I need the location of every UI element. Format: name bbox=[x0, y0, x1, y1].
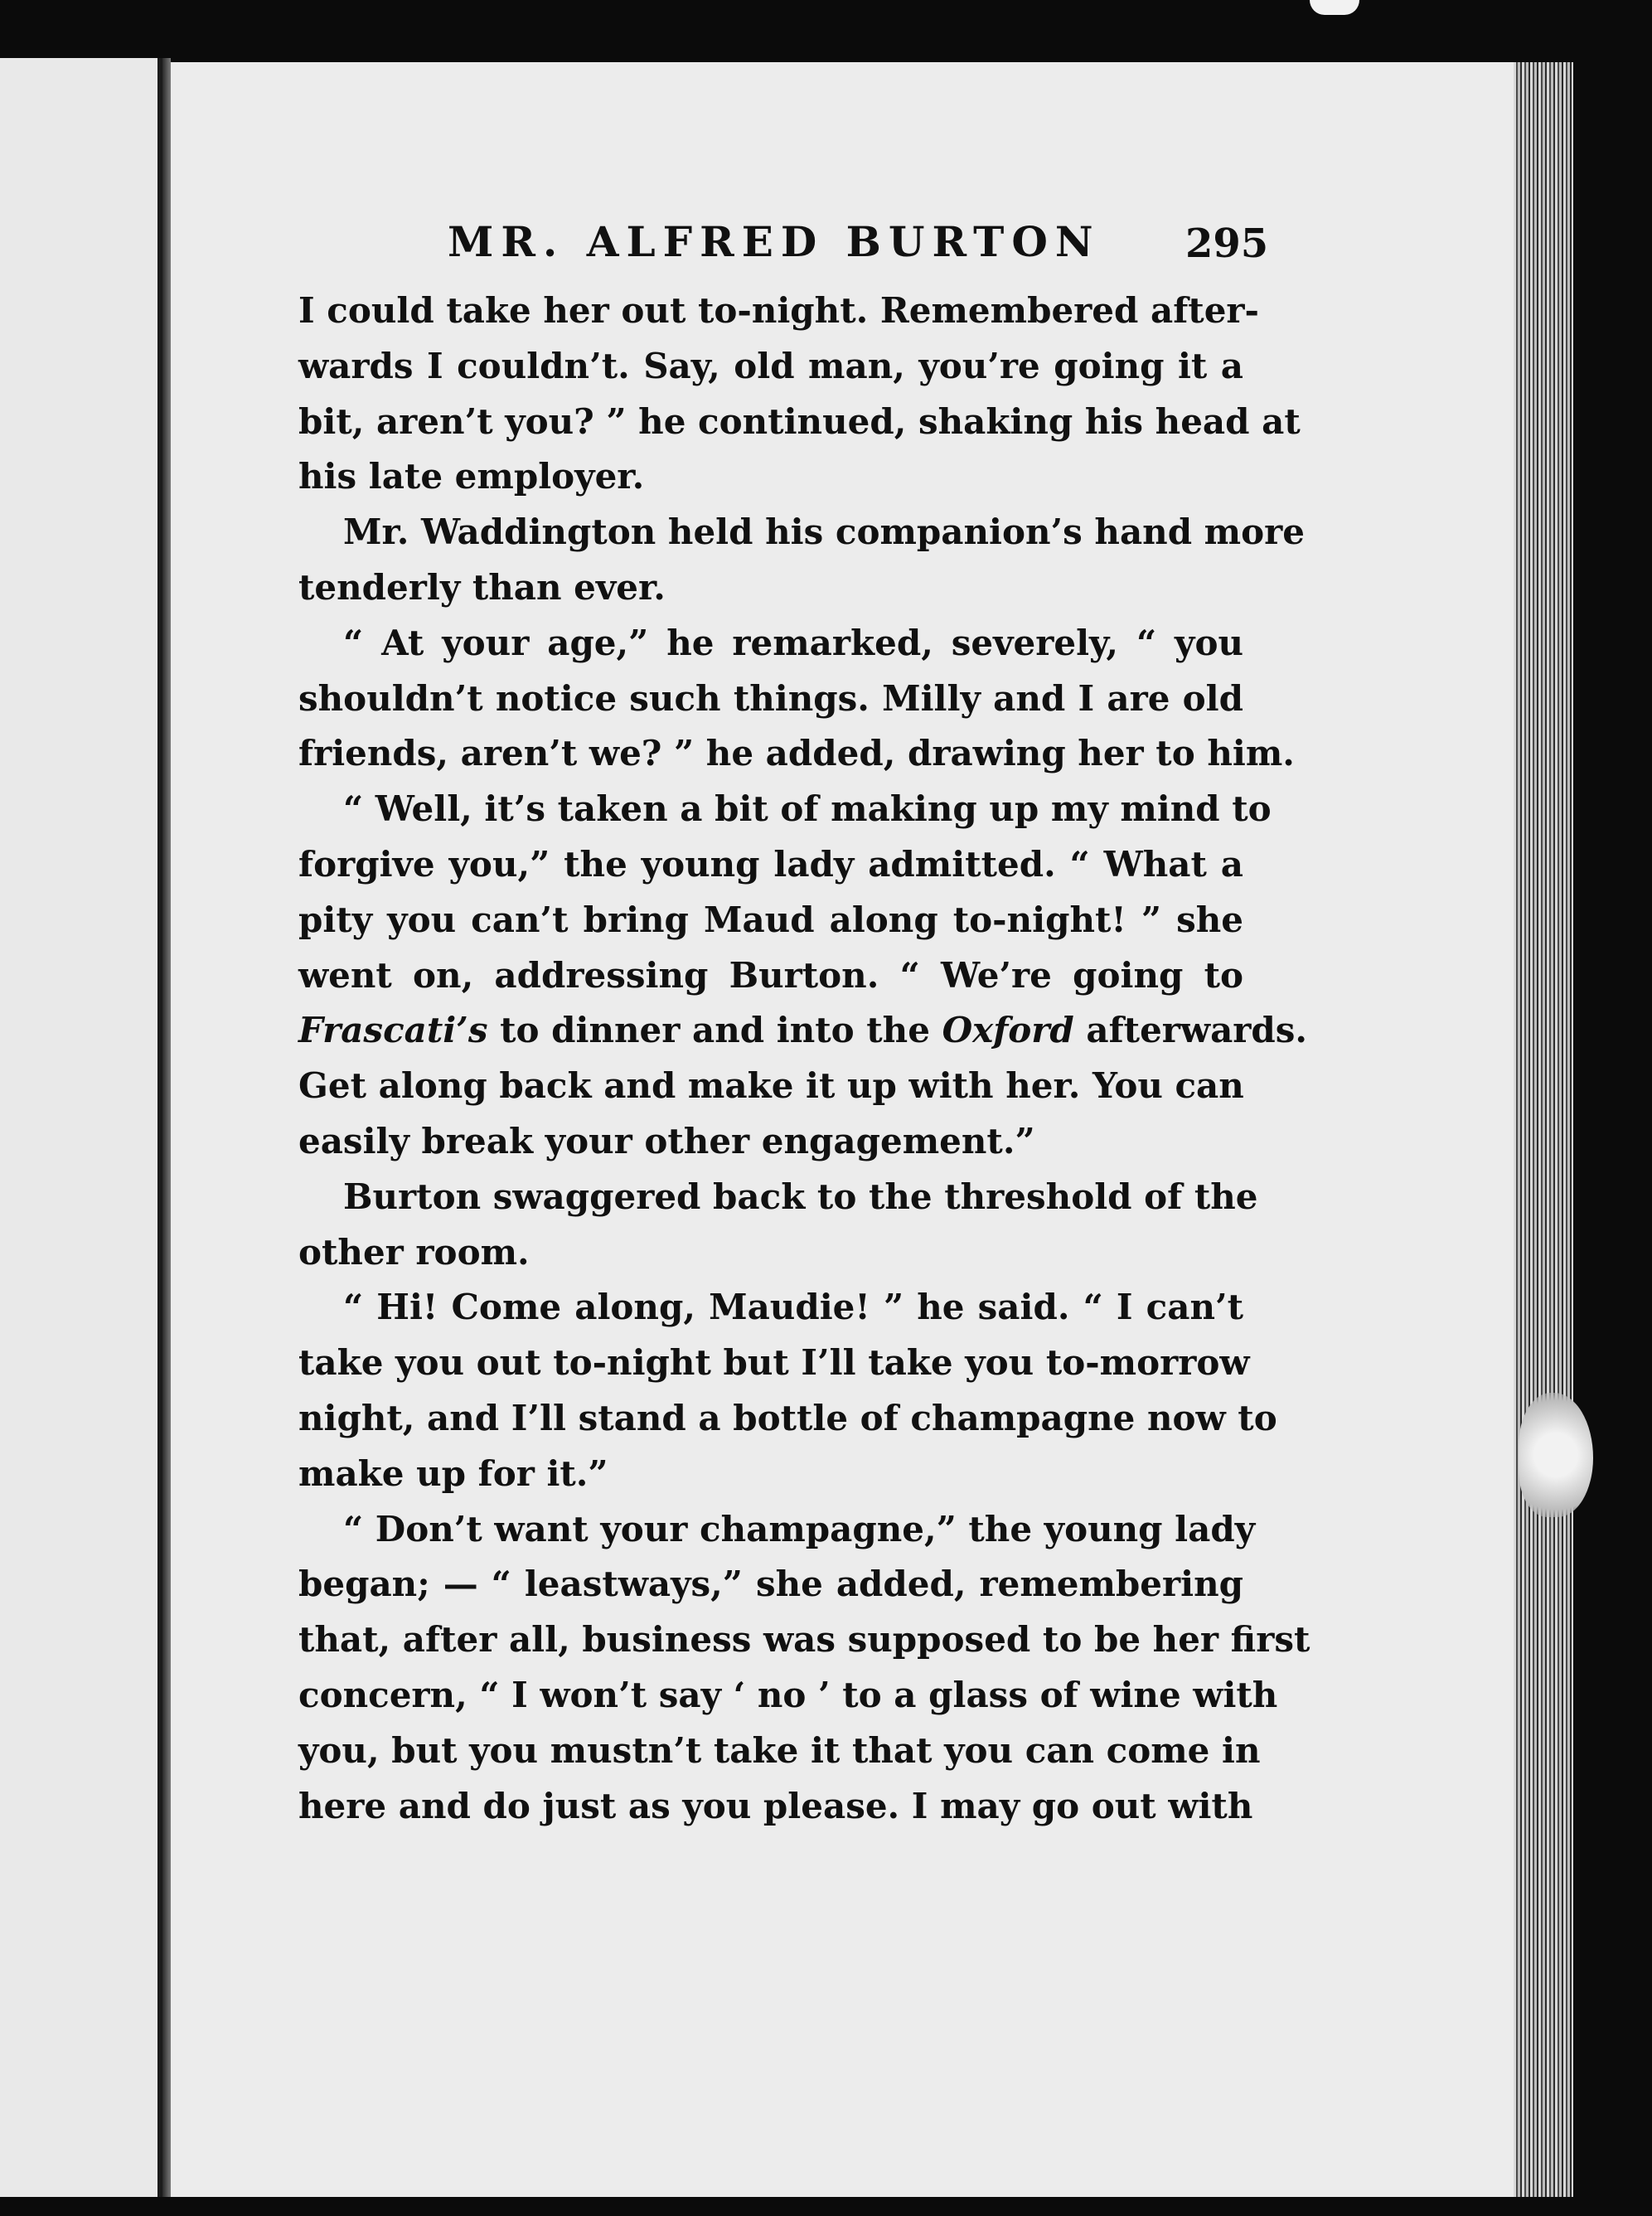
running-head bbox=[448, 217, 1277, 275]
body-text bbox=[298, 284, 1310, 1834]
text-line: you, but you mustn’t take it that you can come in bbox=[298, 1729, 1261, 1771]
text-line: other room. bbox=[298, 1231, 530, 1273]
text-line: Burton swaggered back to the threshold of the bbox=[343, 1176, 1258, 1217]
text-line: shouldn’t notice such things. Milly and I are old bbox=[298, 677, 1243, 719]
text-fragment: afterwards. bbox=[1086, 1010, 1308, 1051]
text-line-with-italics bbox=[298, 1003, 1308, 1059]
italic-term: Frascati’s bbox=[298, 1010, 488, 1051]
text-line: Mr. Waddington held his companion’s hand more bbox=[343, 512, 1305, 553]
scan-artifact bbox=[1310, 0, 1359, 15]
page-edges bbox=[1514, 62, 1573, 2197]
book-gutter bbox=[162, 58, 171, 2197]
text-line: “ Don’t want your champagne,” the young lady bbox=[343, 1508, 1256, 1549]
scan-background bbox=[1573, 62, 1652, 2197]
text-fragment: to dinner and into the bbox=[500, 1010, 930, 1051]
text-line: began; — “ leastways,” she added, remembering bbox=[298, 1564, 1243, 1605]
text-line: that, after all, business was supposed to be her first bbox=[298, 1619, 1310, 1661]
text-line: “ At your age,” he remarked, severely, “ you bbox=[343, 622, 1243, 663]
text-line: pity you can’t bring Maud along to-night! ” she bbox=[298, 899, 1243, 940]
running-title: MR. ALFRED BURTON bbox=[448, 217, 1101, 266]
text-line: here and do just as you please. I may go out with bbox=[298, 1785, 1253, 1826]
text-line: his late employer. bbox=[298, 456, 645, 497]
text-line: I could take her out to-night. Remembered after- bbox=[298, 290, 1259, 331]
text-line: make up for it.” bbox=[298, 1452, 608, 1494]
text-line: easily break your other engagement.” bbox=[298, 1120, 1035, 1161]
text-line: friends, aren’t we? ” he added, drawing her to him. bbox=[298, 733, 1295, 774]
text-line: night, and I’ll stand a bottle of champagne now to bbox=[298, 1397, 1277, 1438]
page-number: 295 bbox=[1185, 221, 1269, 267]
text-line: tenderly than ever. bbox=[298, 566, 666, 608]
text-line: “ Well, it’s taken a bit of making up my mind to bbox=[343, 788, 1272, 830]
text-line: concern, “ I won’t say ‘ no ’ to a glass of wine with bbox=[298, 1674, 1278, 1715]
italic-term: Oxford bbox=[942, 1010, 1074, 1051]
text-line: went on, addressing Burton. “ We’re going to bbox=[298, 954, 1243, 996]
text-line: Get along back and make it up with her. You can bbox=[298, 1065, 1244, 1107]
text-line: wards I couldn’t. Say, old man, you’re going it a bbox=[298, 345, 1243, 386]
text-line: bit, aren’t you? ” he continued, shaking his head at bbox=[298, 400, 1301, 442]
facing-page-edge bbox=[0, 58, 162, 2197]
text-line: forgive you,” the young lady admitted. “ What a bbox=[298, 843, 1243, 885]
text-line: “ Hi! Come along, Maudie! ” he said. “ I can’t bbox=[343, 1287, 1243, 1328]
text-line: take you out to-night but I’ll take you to-morrow bbox=[298, 1342, 1250, 1384]
